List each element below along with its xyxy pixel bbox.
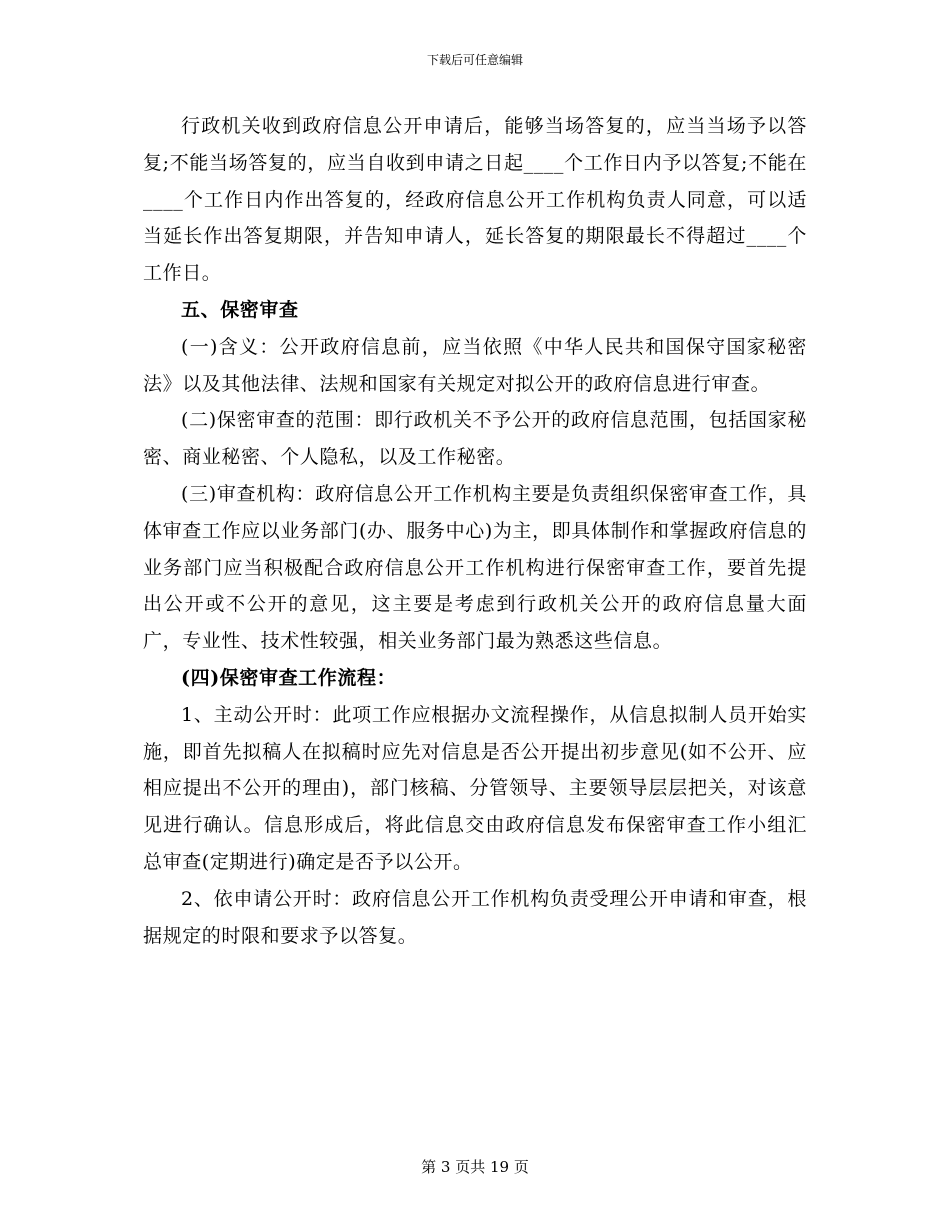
paragraph-reply-deadline: 行政机关收到政府信息公开申请后，能够当场答复的，应当当场予以答复;不能当场答复的，应当自收到申请之日起____个工作日内予以答复;不能在____个工作日内作出答复的，经政府信息公开工作机构负责人同意，可以适当延长作出答复期限，并告知申请人，延长答复的期限最长不得超过____个工作日。: [143, 115, 807, 285]
paragraph-review-agency: (三)审查机构：政府信息公开工作机构主要是负责组织保密审查工作，具体审查工作应以业务部门(办、服务中心)为主，即具体制作和掌握政府信息的业务部门应当积极配合政府信息公开工作机构进行保密审查工作，要首先提出公开或不公开的意见，这主要是考虑到行政机关公开的政府信息量大面广，专业性、技术性较强，相关业务部门最为熟悉这些信息。: [143, 482, 807, 653]
page-header: 下载后可任意编辑: [426, 53, 523, 67]
paragraph-review-scope: (二)保密审查的范围：即行政机关不予公开的政府信息范围，包括国家秘密、商业秘密、个人隐私，以及工作秘密。: [143, 409, 807, 469]
paragraph-definition: (一)含义：公开政府信息前，应当依照《中华人民共和国保守国家秘密法》以及其他法律、法规和国家有关规定对拟公开的政府信息进行审查。: [143, 335, 807, 395]
section-heading-confidentiality-review: 五、保密审查: [181, 298, 299, 321]
document-body: [143, 108, 807, 954]
subheading-review-workflow: (四)保密审查工作流程：: [181, 666, 397, 689]
paragraph-active-disclosure: 1、主动公开时：此项工作应根据办文流程操作，从信息拟制人员开始实施，即首先拟稿人在拟稿时应先对信息是否公开提出初步意见(如不公开、应相应提出不公开的理由)，部门核稿、分管领导、主要领导层层把关，对该意见进行确认。信息形成后，将此信息交由政府信息发布保密审查工作小组汇总审查(定期进行)确定是否予以公开。: [143, 703, 807, 873]
page-number-footer: 第 3 页共 19 页: [421, 1158, 529, 1176]
paragraph-request-disclosure: 2、依申请公开时：政府信息公开工作机构负责受理公开申请和审查，根据规定的时限和要求予以答复。: [143, 887, 807, 947]
